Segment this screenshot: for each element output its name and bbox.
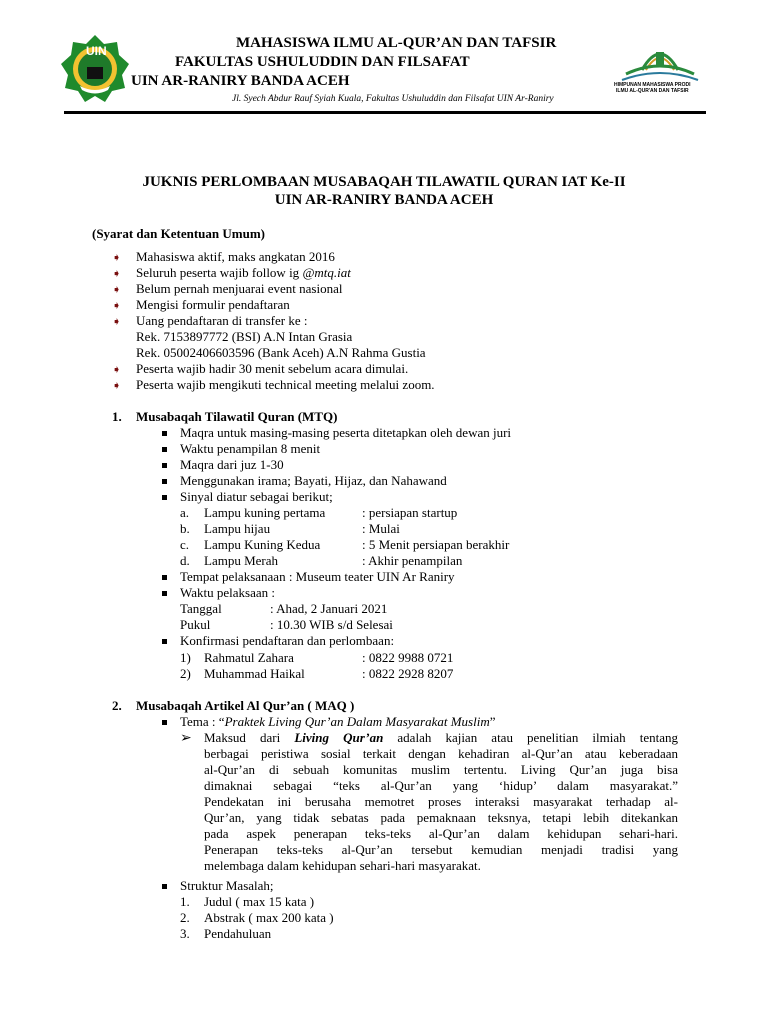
right-logo-text-2: ILMU AL-QUR'AN DAN TAFSIR — [616, 88, 689, 94]
struktur-text: Pendahuluan — [204, 926, 272, 941]
signal-name: Lampu Kuning Kedua — [204, 537, 321, 552]
square-bullet-icon — [162, 575, 167, 580]
square-bullet-icon — [162, 639, 167, 644]
mtq-item: Sinyal diatur sebagai berikut; — [180, 489, 333, 504]
contact-phone: : 0822 9988 0721 — [362, 650, 454, 665]
square-bullet-icon — [162, 591, 167, 596]
doc-title-line-2: UIN AR-RANIRY BANDA ACEH — [274, 192, 494, 208]
header-line-3: UIN AR-RANIRY BANDA ACEH — [131, 73, 350, 89]
list-item — [112, 281, 121, 297]
arrow-bullet-icon: ➧ — [112, 252, 122, 264]
contact-num: 1) — [180, 650, 191, 665]
maq-paragraph-line: Qur’an, yang tidak sebatas pada pemaknaan teksnya, tetapi lebih ditekankan — [204, 810, 678, 825]
right-logo — [612, 36, 708, 106]
contact-name: Rahmatul Zahara — [204, 650, 294, 665]
signal-desc: : Akhir penampilan — [362, 553, 463, 568]
maq-paragraph-line: al-Qur’an di sebuah komunitas muslim tertentu. Living Qur’an juga bisa — [204, 762, 678, 777]
header-line-2: FAKULTAS USHULUDDIN DAN FILSAFAT — [175, 54, 470, 70]
signal-letter: c. — [180, 537, 190, 552]
square-bullet-icon — [162, 479, 167, 484]
signal-letter: d. — [180, 553, 190, 568]
date-label: Tanggal — [180, 601, 222, 616]
general-heading: (Syarat dan Ketentuan Umum) — [92, 226, 265, 241]
list-item: Peserta wajib mengikuti technical meeting melalui zoom. — [136, 377, 435, 392]
signal-desc: : persiapan startup — [362, 505, 458, 520]
list-item — [136, 265, 351, 281]
list-item-text: Seluruh peserta wajib follow ig — [136, 265, 303, 280]
maq-heading: Musabaqah Artikel Al Qur’an ( MAQ ) — [136, 698, 355, 713]
right-logo-text-1: HIMPUNAN MAHASISWA PRODI — [614, 82, 691, 88]
square-bullet-icon — [162, 884, 167, 889]
tema-suffix: ” — [489, 714, 496, 729]
list-item: Uang pendaftaran di transfer ke : — [136, 313, 308, 328]
signal-desc: : Mulai — [362, 521, 400, 536]
list-item — [112, 265, 121, 281]
maq-paragraph-line: melembaga dalam kehidupan sehari-hari masyarakat. — [204, 858, 481, 873]
instagram-handle: @mtq.iat — [302, 265, 351, 280]
mtq-item: Konfirmasi pendaftaran dan perlombaan: — [180, 633, 395, 648]
arrow-bullet-icon: ➧ — [112, 364, 122, 376]
maq-paragraph-line: dimaknai sebagai “teks al-Qur’an yang ‘hidup’ dalam masyarakat.” — [204, 778, 678, 793]
contact-name: Muhammad Haikal — [204, 666, 305, 681]
para-text: Maksud dari — [204, 730, 295, 745]
mtq-item: Menggunakan irama; Bayati, Hijaz, dan Nahawand — [180, 473, 447, 488]
maq-paragraph-line: berbagai peristiwa sosial terkait dengan kehadiran al-Qur’an atau keberadaan — [204, 746, 678, 761]
chevron-arrow-icon: ➢ — [180, 731, 192, 746]
para-text: adalah kajian atau penelitian ilmiah tentang — [383, 730, 679, 745]
para-emph: Living Qur’an — [294, 730, 384, 745]
arrow-bullet-icon: ➧ — [112, 300, 122, 312]
struktur-text: Abstrak ( max 200 kata ) — [204, 910, 334, 925]
maq-item: Struktur Masalah; — [180, 878, 274, 893]
struktur-num: 1. — [180, 894, 190, 909]
mtq-heading: Musabaqah Tilawatil Quran (MTQ) — [136, 409, 338, 424]
list-item: Mahasiswa aktif, maks angkatan 2016 — [136, 249, 335, 264]
mtq-item: Tempat pelaksanaan : Museum teater UIN Ar Raniry — [180, 569, 455, 584]
square-bullet-icon — [162, 463, 167, 468]
signal-name: Lampu hijau — [204, 521, 271, 536]
list-item — [112, 313, 121, 329]
maq-paragraph-line: pada aspek penerapan teks-teks al-Qur’an dalam kehidupan sehari-hari. — [204, 826, 678, 841]
maq-number: 2. — [112, 698, 122, 713]
arrow-bullet-icon: ➧ — [112, 316, 122, 328]
maq-paragraph-line — [204, 730, 678, 746]
list-item — [112, 249, 121, 265]
signal-name: Lampu Merah — [204, 553, 279, 568]
bank-account-1: Rek. 7153897772 (BSI) A.N Intan Grasia — [136, 329, 353, 344]
tema-prefix: Tema : “ — [180, 714, 225, 729]
maq-tema — [180, 714, 496, 730]
mtq-item: Waktu pelaksaan : — [180, 585, 275, 600]
date-value: : Ahad, 2 Januari 2021 — [270, 601, 388, 616]
maq-paragraph-line: Penerapan teks-teks al-Qur’an tersebut kemudian menjadi tradisi yang — [204, 842, 678, 857]
list-item: Belum pernah menjuarai event nasional — [136, 281, 343, 296]
signal-name: Lampu kuning pertama — [204, 505, 326, 520]
mtq-item: Waktu penampilan 8 menit — [180, 441, 321, 456]
tema-text: Praktek Living Qur’an Dalam Masyarakat Muslim — [224, 714, 490, 729]
struktur-text: Judul ( max 15 kata ) — [204, 894, 315, 909]
mtq-number: 1. — [112, 409, 122, 424]
list-item: Peserta wajib hadir 30 menit sebelum acara dimulai. — [136, 361, 409, 376]
maq-paragraph-line: Pendekatan ini berusaha memotret proses interaksi masyarakat terhadap al- — [204, 794, 678, 809]
arrow-bullet-icon: ➧ — [112, 284, 122, 296]
signal-letter: b. — [180, 521, 190, 536]
header-divider — [64, 111, 706, 114]
time-label: Pukul — [180, 617, 211, 632]
header-address: Jl. Syech Abdur Rauf Syiah Kuala, Fakultas Ushuluddin dan Filsafat UIN Ar-Raniry — [232, 94, 554, 104]
list-item: Mengisi formulir pendaftaran — [136, 297, 290, 312]
left-logo-text: UIN — [86, 44, 107, 58]
list-item — [112, 361, 121, 377]
time-value: : 10.30 WIB s/d Selesai — [270, 617, 393, 632]
header-line-1: MAHASISWA ILMU AL-QUR’AN DAN TAFSIR — [236, 35, 557, 51]
mtq-item: Maqra dari juz 1-30 — [180, 457, 284, 472]
square-bullet-icon — [162, 495, 167, 500]
struktur-num: 2. — [180, 910, 190, 925]
list-item — [112, 297, 121, 313]
contact-phone: : 0822 2928 8207 — [362, 666, 454, 681]
signal-desc: : 5 Menit persiapan berakhir — [362, 537, 510, 552]
arrow-bullet-icon: ➧ — [112, 268, 122, 280]
contact-num: 2) — [180, 666, 191, 681]
mtq-item: Maqra untuk masing-masing peserta ditetapkan oleh dewan juri — [180, 425, 512, 440]
list-item — [112, 377, 121, 393]
signal-letter: a. — [180, 505, 190, 520]
bank-account-2: Rek. 05002406603596 (Bank Aceh) A.N Rahma Gustia — [136, 345, 426, 360]
arrow-bullet-icon: ➧ — [112, 380, 122, 392]
square-bullet-icon — [162, 431, 167, 436]
struktur-num: 3. — [180, 926, 190, 941]
square-bullet-icon — [162, 720, 167, 725]
doc-title-line-1: JUKNIS PERLOMBAAN MUSABAQAH TILAWATIL QURAN IAT Ke-II — [142, 174, 626, 190]
square-bullet-icon — [162, 447, 167, 452]
